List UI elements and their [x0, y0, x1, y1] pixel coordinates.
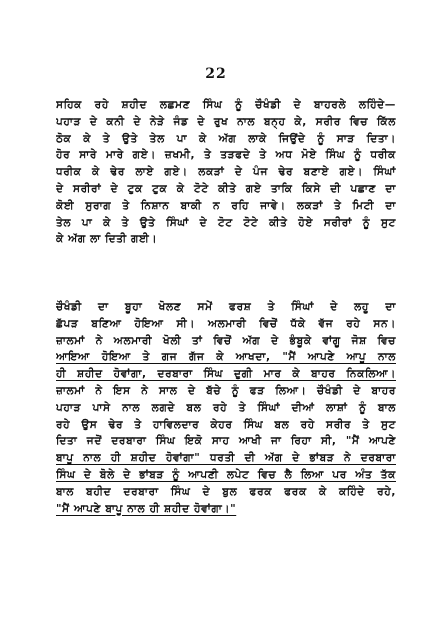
paragraph-line: ਤੇਲ ਪਾ ਕੇ ਤੇ ਉਤੇ ਸਿੰਘਾਂ ਦੇ ਟੋਟ ਟੋਟੇ ਕੀਤੇ ਹੋਏ ਸਰੀਰਾਂ ਨੂੰ ਸੁਟ	[56, 216, 396, 229]
paragraph-line-underlined: ਬਾਪੂ ਨਾਲ ਹੀ ਸ਼ਹੀਦ ਹੋਵਾਂਗਾ" ਧਰਤੀ ਦੀ ਅੱਗ ਦੇ ਭਾਂਬੜ ਨੇ ਦਰਬਾਰਾ	[56, 452, 396, 465]
page-number: 22	[205, 66, 227, 82]
paragraph-line: ਕੋਈ ਸੁਰਾਗ ਤੇ ਨਿਸ਼ਾਨ ਬਾਕੀ ਨ ਰਹਿ ਜਾਵੇ। ਲਕੜਾਂ ਤੇ ਮਿਟੀ ਦਾ	[56, 199, 396, 212]
paragraph-line: ਪਹਾੜ ਪਾਸੇ ਨਾਲ ਲਗਦੇ ਬਲ ਰਹੇ ਤੇ ਸਿੰਘਾਂ ਦੀਆਂ ਲਾਸ਼ਾਂ ਨੂੰ ਬਾਲ	[56, 401, 396, 414]
paragraph-line-underlined: ਹੀ ਸ਼ਹੀਦ ਹੋਵਾਂਗਾ, ਦਰਬਾਰਾ ਸਿੰਘ ਦੁਗੀ ਮਾਰ ਕੇ ਬਾਹਰ ਨਿਕਲਿਆ।	[56, 368, 396, 381]
paragraph-line-underlined: ਸਿੰਘ ਦੇ ਬੋਲੇ ਦੇ ਭਾਂਬੜ ਨੂੰ ਆਪਣੀ ਲਪੇਟ ਵਿਚ ਲੈ ਲਿਆ ਪਰ ਅੰਤ ਤੱਕ	[56, 468, 396, 481]
paragraph-line: ਚੌਖੰਡੀ ਦਾ ਬੂਹਾ ਖੋਲਣ ਸਮੇਂ ਫਰਸ਼ ਤੇ ਸਿੰਘਾਂ ਦੇ ਲਹੂ ਦਾ	[56, 301, 396, 313]
paragraph-line-underlined: "ਮੈਂ ਆਪਣੇ ਬਾਪੂ ਨਾਲ ਹੀ ਸ਼ਹੀਦ ਹੋਵਾਂਗਾ।"	[56, 502, 237, 515]
paragraph-line: ਜ਼ਾਲਮਾਂ ਨੇ ਇਸ ਨੇ ਸਾਲ ਦੇ ਬੱਚੇ ਨੂੰ ਫੜ ਲਿਆ। ਚੌਖੰਡੀ ਦੇ ਬਾਹਰ	[56, 384, 396, 397]
paragraph-line: ਹੋਰ ਸਾਰੇ ਮਾਰੇ ਗਏ। ਜ਼ਖਮੀ, ਤੇ ਤੜਫਦੇ ਤੇ ਅਧ ਮੋਏ ਸਿੰਘ ਨੂੰ ਧਰੀਕ	[56, 149, 396, 162]
paragraph-line: ਬਾਲ ਬਹੀਦ ਦਰਬਾਰਾ ਸਿੰਘ ਦੇ ਬੁਲ ਫਰਕ ਫਰਕ ਕੇ ਕਹਿੰਦੇ ਰਹੇ,	[56, 485, 396, 498]
paragraph-line: ਦੇ ਸਰੀਰਾਂ ਦੇ ਟੁਕ ਟੁਕ ਕੇ ਟੋਟੇ ਕੀਤੇ ਗਏ ਤਾਕਿ ਕਿਸੇ ਦੀ ਪਛਾਣ ਦਾ	[56, 182, 396, 195]
paragraph-line: ਸਹਿਕ ਰਹੇ ਸ਼ਹੀਦ ਲਛਮਣ ਸਿੰਘ ਨੂੰ ਚੌਖੰਡੀ ਦੇ ਬਾਹਰਲੇ ਲਹਿੰਦੇ—	[56, 99, 396, 111]
paragraph-1	[56, 97, 396, 248]
paragraph-line: ਜ਼ਾਲਮਾਂ ਨੇ ਅਲਮਾਰੀ ਖੋਲੀ ਤਾਂ ਵਿਚੋਂ ਅੱਗ ਦੇ ਭੰਬੂਕੇ ਵਾਂਗੂ ਜੋਸ਼ ਵਿਚ	[56, 334, 396, 347]
paragraph-line: ਛੱਪੜ ਬਣਿਆ ਹੋਇਆ ਸੀ। ਅਲਮਾਰੀ ਵਿਚੋਂ ਧੱਕੇ ਵੱਜ ਰਹੇ ਸਨ।	[56, 317, 396, 330]
paragraph-line: ਪਹਾੜ ਦੇ ਕਨੀ ਦੇ ਨੇੜੇ ਜੰਡ ਦੇ ਰੁਖ ਨਾਲ ਬਨ੍ਹ ਕੇ, ਸਰੀਰ ਵਿਚ ਕਿੱਲ	[56, 115, 396, 128]
paragraph-line-underlined: ਆਇਆ ਹੋਇਆ ਤੇ ਗਜ ਗੱਜ ਕੇ ਆਖਦਾ, "ਮੈਂ ਆਪਣੇ ਆਪੂ ਨਾਲ	[56, 351, 396, 364]
paragraph-line: ਦਿਤਾ ਜਦੋਂ ਦਰਬਾਰਾ ਸਿੰਘ ਇਕੋ ਸਾਹ ਆਖੀ ਜਾ ਰਿਹਾ ਸੀ, "ਮੈਂ ਆਪਣੇ	[56, 435, 396, 448]
paragraph-line: ਰਹੇ ਉਸ ਢੇਰ ਤੇ ਹਾਵਿਲਦਾਰ ਕੇਹਰ ਸਿੰਘ ਬਲ ਰਹੇ ਸਰੀਰ ਤੇ ਸੁਟ	[56, 418, 396, 431]
paragraph-line: ਕੇ ਅੱਗ ਲਾ ਦਿਤੀ ਗਈ।	[56, 233, 158, 246]
paragraph-line: ਠੋਕ ਕੇ ਤੇ ਉਤੇ ਤੇਲ ਪਾ ਕੇ ਅੱਗ ਲਾਕੇ ਜਿਉਂਦੇ ਨੂੰ ਸਾੜ ਦਿਤਾ।	[56, 132, 396, 145]
paragraph-line: ਧਰੀਕ ਕੇ ਢੇਰ ਲਾਏ ਗਏ। ਲਕੜਾਂ ਦੇ ਪੰਜ ਢੇਰ ਬਣਾਏ ਗਏ। ਸਿੰਘਾਂ	[56, 166, 396, 179]
paragraph-2	[56, 299, 396, 517]
